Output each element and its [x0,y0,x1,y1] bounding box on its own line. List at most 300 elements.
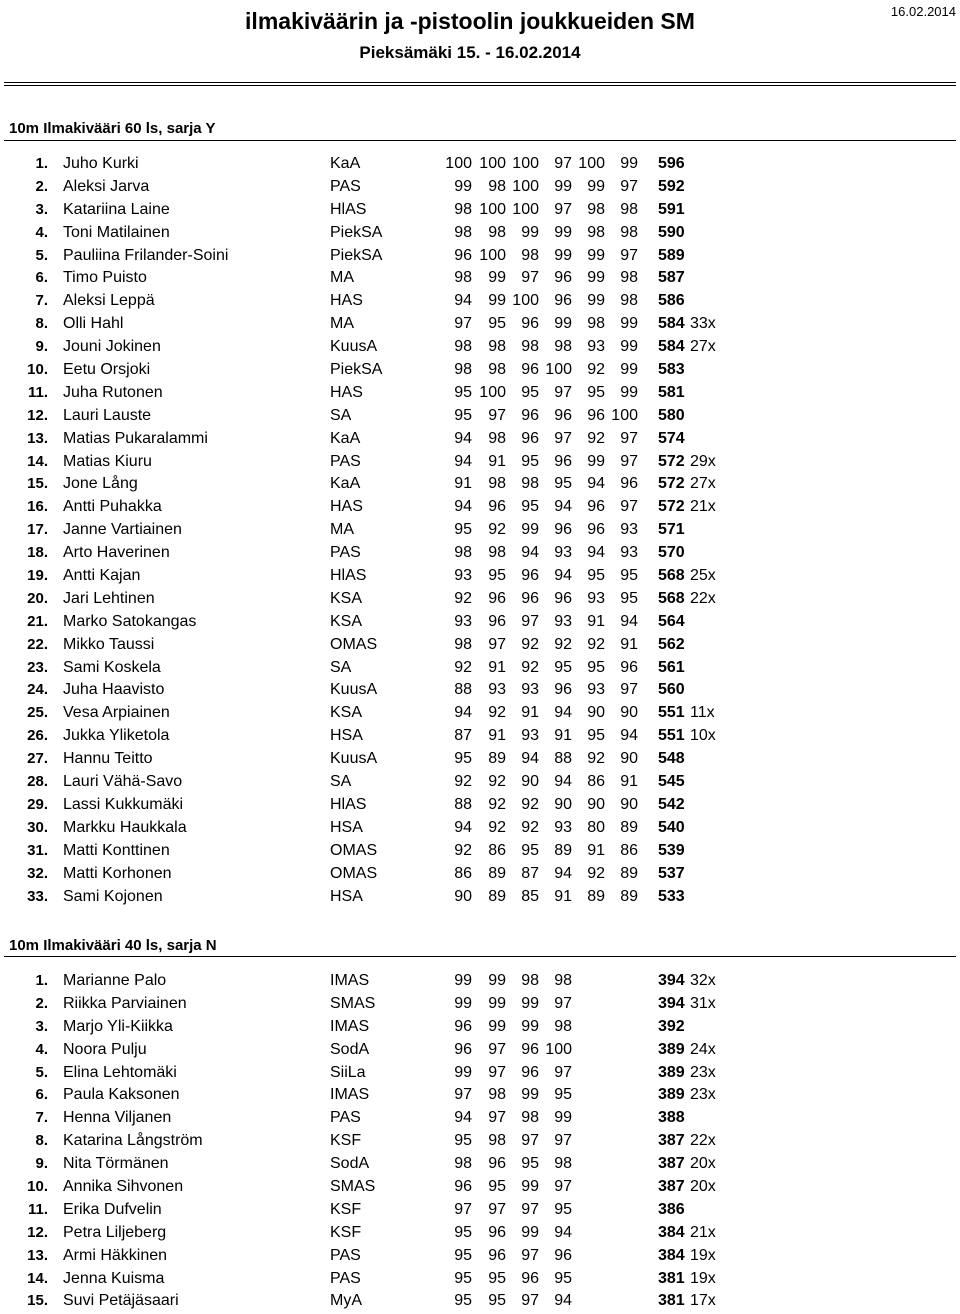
series-score: 95 [521,498,539,516]
total-score: 551 [658,727,685,745]
series-score: 91 [587,841,605,859]
series-score: 86 [488,841,506,859]
series-score: 89 [488,887,506,905]
club: HlAS [330,200,367,218]
series-score: 91 [488,658,506,676]
result-row [0,451,960,474]
result-row [0,863,960,886]
series-score: 80 [587,818,605,836]
series-score: 99 [554,246,572,264]
shooter-name: Olli Hahl [63,315,124,333]
series-score: 92 [521,795,539,813]
series-score: 94 [454,1109,472,1127]
inner-tens: 27x [690,338,716,356]
club: OMAS [330,864,378,882]
inner-tens: 33x [690,315,716,333]
rank: 14. [27,1269,48,1287]
results-list-n [0,970,960,1313]
club: HSA [330,727,363,745]
series-score: 95 [587,658,605,676]
series-score: 93 [554,818,572,836]
series-score: 91 [454,475,472,493]
series-score: 92 [488,773,506,791]
series-score: 93 [620,544,638,562]
result-row [0,725,960,748]
series-score: 95 [587,727,605,745]
rank: 7. [35,1109,48,1127]
series-score: 98 [488,475,506,493]
series-score: 96 [554,521,572,539]
result-row [0,634,960,657]
series-score: 99 [554,315,572,333]
inner-tens: 17x [690,1292,716,1310]
series-score: 97 [554,429,572,447]
shooter-name: Annika Sihvonen [63,1178,184,1196]
series-score: 90 [620,750,638,768]
shooter-name: Aleksi Jarva [63,177,150,195]
club: PiekSA [330,223,383,241]
result-row [0,222,960,245]
result-row [0,748,960,771]
series-score: 95 [454,383,472,401]
series-score: 98 [454,269,472,287]
series-score: 98 [521,338,539,356]
series-score: 98 [521,972,539,989]
total-score: 545 [658,773,685,791]
series-score: 98 [620,200,638,218]
rank: 20. [27,589,48,607]
rank: 17. [27,521,48,539]
series-score: 91 [554,887,572,905]
series-score: 93 [454,567,472,585]
series-score: 98 [488,429,506,447]
series-score: 96 [521,1269,539,1287]
total-score: 389 [658,1040,685,1058]
club: HAS [330,498,363,516]
series-score: 100 [512,292,539,310]
series-score: 95 [521,383,539,401]
shooter-name: Juha Rutonen [63,383,163,401]
series-score: 97 [488,635,506,653]
club: KSF [330,1132,362,1150]
series-score: 97 [488,1200,506,1218]
series-score: 89 [488,864,506,882]
rank: 5. [35,246,48,264]
shooter-name: Jenna Kuisma [63,1269,165,1287]
result-row [0,405,960,428]
total-score: 592 [658,177,685,195]
series-score: 95 [454,1223,472,1241]
series-score: 95 [521,452,539,470]
rank: 18. [27,544,48,562]
series-score: 88 [454,795,472,813]
series-score: 100 [545,1040,572,1058]
shooter-name: Vesa Arpiainen [63,704,170,722]
shooter-name: Timo Puisto [63,269,147,287]
shooter-name: Katarina Långström [63,1132,203,1150]
series-score: 90 [587,795,605,813]
total-score: 589 [658,246,685,264]
rank: 26. [27,727,48,745]
series-score: 97 [554,200,572,218]
series-score: 96 [521,315,539,333]
shooter-name: Jone Lång [63,475,138,493]
inner-tens: 10x [690,727,716,745]
series-score: 97 [521,269,539,287]
series-score: 94 [620,727,638,745]
series-score: 98 [554,1017,572,1035]
series-score: 94 [554,1292,572,1310]
club: PAS [330,452,361,470]
series-score: 93 [620,521,638,539]
shooter-name: Noora Pulju [63,1040,147,1058]
total-score: 542 [658,795,685,813]
series-score: 99 [488,972,506,989]
result-row [0,1176,960,1199]
series-score: 98 [620,292,638,310]
result-row [0,817,960,840]
series-score: 95 [454,750,472,768]
series-score: 96 [554,292,572,310]
series-score: 97 [521,1200,539,1218]
club: OMAS [330,635,378,653]
total-score: 587 [658,269,685,287]
total-score: 384 [658,1246,685,1264]
series-score: 93 [587,589,605,607]
series-score: 96 [521,429,539,447]
series-score: 90 [554,795,572,813]
rank: 10. [27,361,48,379]
series-score: 99 [521,994,539,1012]
series-score: 96 [587,498,605,516]
series-score: 95 [454,1292,472,1310]
series-score: 89 [620,864,638,882]
series-score: 93 [554,544,572,562]
result-row [0,611,960,634]
series-score: 99 [620,338,638,356]
result-row [0,1084,960,1107]
club: PiekSA [330,361,383,379]
total-score: 561 [658,658,685,676]
series-score: 100 [512,177,539,195]
series-score: 92 [454,589,472,607]
rank: 15. [27,1292,48,1310]
rank: 30. [27,818,48,836]
club: KaA [330,429,361,447]
inner-tens: 32x [690,972,716,989]
series-score: 92 [488,818,506,836]
series-score: 100 [578,155,605,172]
series-score: 96 [454,1040,472,1058]
series-score: 99 [521,1086,539,1104]
total-score: 591 [658,200,685,218]
series-score: 95 [521,841,539,859]
series-score: 96 [488,498,506,516]
series-score: 92 [521,818,539,836]
series-score: 94 [554,498,572,516]
series-score: 98 [554,972,572,989]
series-score: 93 [454,612,472,630]
rank: 21. [27,612,48,630]
total-score: 394 [658,972,685,989]
series-score: 94 [454,292,472,310]
total-score: 560 [658,681,685,699]
series-score: 97 [554,1178,572,1196]
rank: 14. [27,452,48,470]
series-score: 93 [587,681,605,699]
total-score: 389 [658,1063,685,1081]
series-score: 94 [454,818,472,836]
inner-tens: 23x [690,1086,716,1104]
club: SodA [330,1040,370,1058]
result-row [0,428,960,451]
rank: 19. [27,567,48,585]
series-score: 99 [488,1017,506,1035]
result-row [0,153,960,176]
series-score: 98 [454,338,472,356]
total-score: 572 [658,452,685,470]
series-score: 95 [554,658,572,676]
shooter-name: Janne Vartiainen [63,521,182,539]
inner-tens: 19x [690,1246,716,1264]
series-score: 88 [554,750,572,768]
series-score: 100 [479,383,506,401]
series-score: 97 [521,1292,539,1310]
result-row [0,359,960,382]
series-score: 98 [454,361,472,379]
series-score: 99 [587,177,605,195]
rank: 27. [27,750,48,768]
series-score: 96 [521,567,539,585]
series-score: 100 [512,155,539,172]
club: HAS [330,292,363,310]
series-score: 99 [620,155,638,172]
series-score: 97 [521,612,539,630]
inner-tens: 27x [690,475,716,493]
series-score: 98 [521,1109,539,1127]
series-score: 93 [587,338,605,356]
total-score: 568 [658,589,685,607]
result-row [0,245,960,268]
series-score: 95 [554,475,572,493]
series-score: 99 [587,452,605,470]
series-score: 94 [454,704,472,722]
result-row [0,1268,960,1291]
series-score: 98 [488,1132,506,1150]
series-score: 87 [454,727,472,745]
series-score: 96 [620,658,638,676]
rank: 3. [35,1017,48,1035]
total-score: 568 [658,567,685,585]
series-score: 97 [620,177,638,195]
shooter-name: Katariina Laine [63,200,170,218]
club: OMAS [330,841,378,859]
series-score: 96 [554,452,572,470]
series-score: 96 [554,269,572,287]
total-score: 580 [658,406,685,424]
total-score: 570 [658,544,685,562]
inner-tens: 11x [690,704,715,722]
series-score: 94 [454,452,472,470]
series-score: 100 [445,155,472,172]
series-score: 99 [620,361,638,379]
series-score: 92 [454,841,472,859]
shooter-name: Juho Kurki [63,155,139,172]
rank: 1. [35,155,48,172]
inner-tens: 21x [690,1223,716,1241]
series-score: 95 [454,1132,472,1150]
total-score: 540 [658,818,685,836]
series-score: 97 [488,1063,506,1081]
series-score: 97 [554,994,572,1012]
series-score: 93 [554,612,572,630]
total-score: 574 [658,429,685,447]
inner-tens: 31x [690,994,716,1012]
header-divider-second [4,85,956,86]
club: MA [330,521,354,539]
series-score: 93 [488,681,506,699]
series-score: 92 [587,361,605,379]
series-score: 98 [521,246,539,264]
series-score: 99 [488,292,506,310]
series-score: 95 [620,589,638,607]
series-score: 97 [554,155,572,172]
print-date: 16.02.2014 [890,4,956,19]
series-score: 96 [554,1246,572,1264]
total-score: 537 [658,864,685,882]
shooter-name: Jukka Yliketola [63,727,170,745]
total-score: 548 [658,750,685,768]
series-score: 98 [620,269,638,287]
rank: 24. [27,681,48,699]
rank: 7. [35,292,48,310]
series-score: 99 [587,292,605,310]
series-score: 100 [545,361,572,379]
series-score: 98 [454,200,472,218]
total-score: 551 [658,704,685,722]
series-score: 95 [454,1269,472,1287]
club: KSA [330,589,363,607]
club: MA [330,269,354,287]
series-score: 96 [587,521,605,539]
series-score: 98 [488,177,506,195]
result-row [0,1153,960,1176]
shooter-name: Hannu Teitto [63,750,153,768]
series-score: 98 [587,223,605,241]
series-score: 86 [454,864,472,882]
inner-tens: 19x [690,1269,716,1287]
total-score: 539 [658,841,685,859]
inner-tens: 22x [690,1132,716,1150]
series-score: 96 [587,406,605,424]
total-score: 590 [658,223,685,241]
series-score: 98 [488,338,506,356]
inner-tens: 20x [690,1178,716,1196]
series-score: 99 [554,1109,572,1127]
series-score: 98 [521,475,539,493]
series-score: 92 [587,635,605,653]
club: KuusA [330,681,378,699]
shooter-name: Antti Kajan [63,567,141,585]
rank: 6. [35,1086,48,1104]
result-row [0,496,960,519]
total-score: 596 [658,155,685,172]
club: PAS [330,544,361,562]
shooter-name: Matti Konttinen [63,841,170,859]
shooter-name: Nita Törmänen [63,1155,169,1173]
result-row [0,290,960,313]
rank: 3. [35,200,48,218]
club: PAS [330,1269,361,1287]
club: SMAS [330,1178,376,1196]
inner-tens: 24x [690,1040,716,1058]
series-score: 89 [620,818,638,836]
shooter-name: Henna Viljanen [63,1109,172,1127]
series-score: 97 [620,452,638,470]
series-score: 95 [521,1155,539,1173]
result-row [0,679,960,702]
series-score: 92 [587,864,605,882]
shooter-name: Armi Häkkinen [63,1246,168,1264]
series-score: 98 [454,544,472,562]
club: SA [330,773,352,791]
series-score: 99 [454,177,472,195]
inner-tens: 21x [690,498,716,516]
section-divider-y [4,140,956,141]
series-score: 92 [454,773,472,791]
series-score: 92 [554,635,572,653]
total-score: 392 [658,1017,685,1035]
club: KuusA [330,750,378,768]
series-score: 92 [587,429,605,447]
series-score: 93 [521,681,539,699]
inner-tens: 29x [690,452,716,470]
shooter-name: Juha Haavisto [63,681,165,699]
series-score: 96 [454,246,472,264]
rank: 2. [35,177,48,195]
series-score: 99 [587,269,605,287]
result-row [0,794,960,817]
series-score: 92 [587,750,605,768]
series-score: 98 [620,223,638,241]
rank: 12. [27,1223,48,1241]
series-score: 95 [454,521,472,539]
result-row [0,657,960,680]
shooter-name: Erika Dufvelin [63,1200,162,1218]
header-divider [4,82,956,83]
series-score: 99 [454,1063,472,1081]
shooter-name: Jari Lehtinen [63,589,155,607]
inner-tens: 22x [690,589,716,607]
series-score: 99 [620,315,638,333]
club: SA [330,406,352,424]
series-score: 95 [454,406,472,424]
total-score: 381 [658,1269,685,1287]
club: KuusA [330,338,378,356]
shooter-name: Marko Satokangas [63,612,197,630]
inner-tens: 20x [690,1155,716,1173]
series-score: 99 [488,269,506,287]
series-score: 99 [521,521,539,539]
series-score: 95 [488,1292,506,1310]
series-score: 98 [454,1155,472,1173]
series-score: 91 [488,727,506,745]
series-score: 100 [479,155,506,172]
rank: 32. [27,864,48,882]
total-score: 571 [658,521,685,539]
series-score: 91 [620,773,638,791]
shooter-name: Antti Puhakka [63,498,162,516]
